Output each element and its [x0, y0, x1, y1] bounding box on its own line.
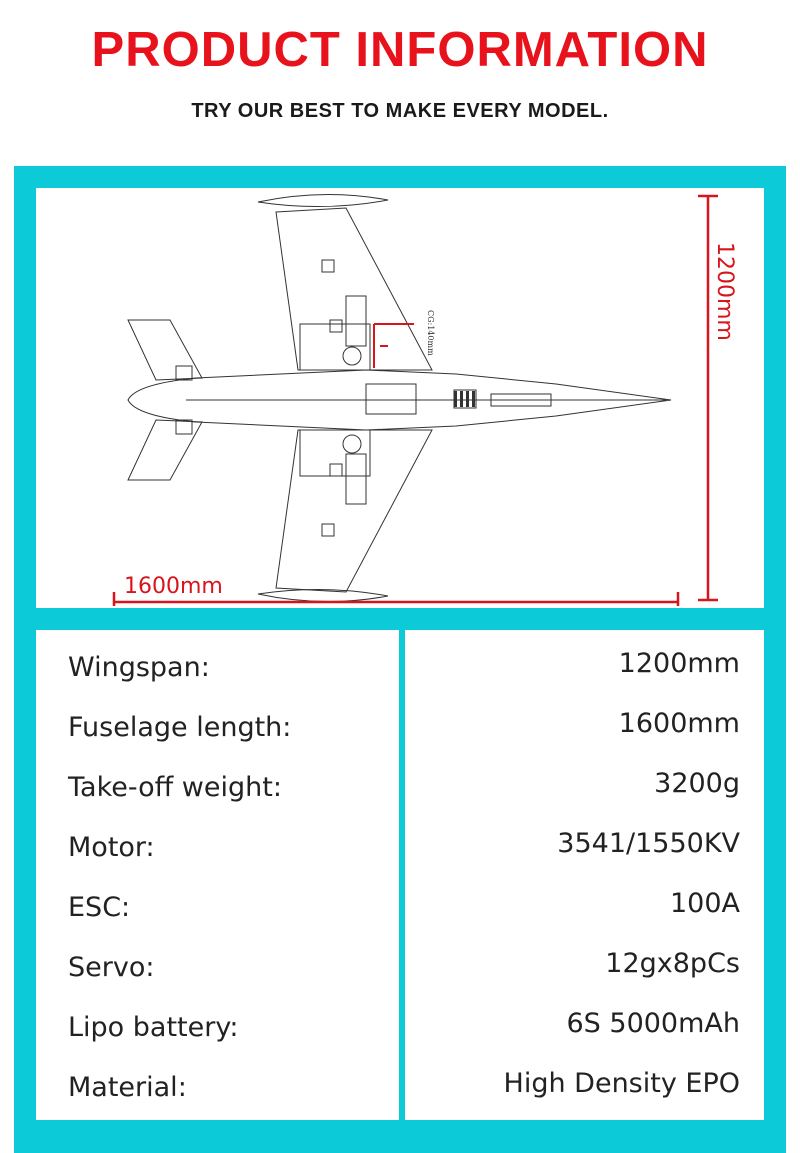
spec-label-battery: Lipo battery: — [68, 1012, 239, 1043]
spec-value-battery: 6S 5000mAh — [566, 1008, 740, 1039]
tail-upper-outline — [128, 320, 202, 380]
spec-label-wingspan: Wingspan: — [68, 652, 210, 683]
product-info-frame — [14, 166, 786, 1153]
spec-value-material: High Density EPO — [503, 1068, 740, 1099]
spec-label-motor: Motor: — [68, 832, 155, 863]
spec-table — [36, 630, 764, 1120]
aircraft-plan-view — [36, 188, 764, 608]
page-title: PRODUCT INFORMATION — [91, 23, 709, 77]
length-dimension-label: 1600mm — [124, 574, 223, 599]
spec-labels-column — [36, 630, 399, 1120]
spec-value-fuselage-length: 1600mm — [618, 708, 740, 739]
cg-label: CG:140mm — [426, 310, 435, 356]
spec-value-wingspan: 1200mm — [618, 648, 740, 679]
spec-label-material: Material: — [68, 1072, 187, 1103]
spec-value-esc: 100A — [669, 888, 740, 919]
spec-label-servo: Servo: — [68, 952, 155, 983]
spec-value-motor: 3541/1550KV — [557, 828, 740, 859]
spec-label-esc: ESC: — [68, 892, 131, 923]
aircraft-drawing — [36, 188, 764, 608]
spec-value-takeoff-weight: 3200g — [654, 768, 740, 799]
tail-lower-outline — [128, 420, 202, 480]
spec-values-column — [405, 630, 764, 1120]
page-subtitle: TRY OUR BEST TO MAKE EVERY MODEL. — [191, 100, 609, 122]
height-dimension-label: 1200mm — [712, 242, 737, 341]
spec-label-takeoff-weight: Take-off weight: — [68, 772, 282, 803]
spec-value-servo: 12gx8pCs — [605, 948, 740, 979]
spec-label-fuselage-length: Fuselage length: — [68, 712, 292, 743]
